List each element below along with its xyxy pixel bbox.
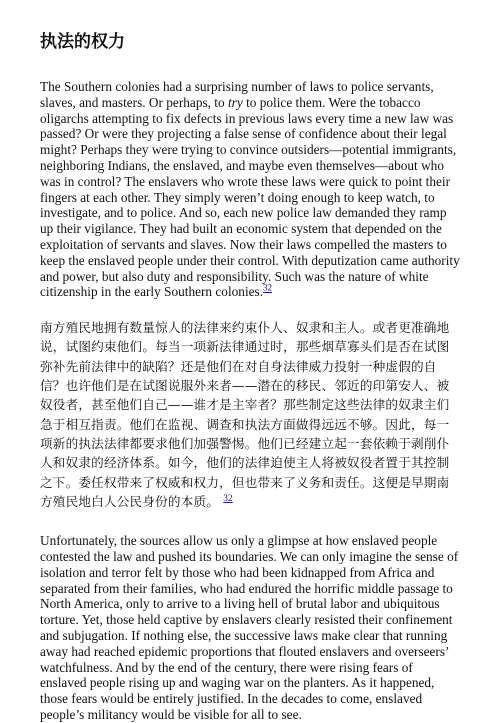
paragraph-1-text-a: The Southern colonies had a surprising number of laws to police servants, slaves, and masters. Or perhaps, to <box>40 79 434 110</box>
paragraph-2-text: 南方殖民地拥有数量惊人的法律来约束仆人、奴隶和主人。或者更准确地说，试图约束他们。每当一项新法律通过时，那些烟草寡头们是否在试图弥补先前法律中的缺陷？还是他们在对自身法律威力投射一种虚假的自信？也许他们是在试图说服外来者——潜在的移民、邻近的印第安人、被奴役者，甚至他们自己——谁才是主宰者？那些制定这些法律的奴隶主们急于相互指责。他们在监视、调查和执法方面做得远远不够。因此，每一项新的执法法律都要求他们加强警惕。他们已经建立起一套依赖于剥削仆人和奴隶的经济体系。如今，他们的法律迫使主人将被奴役者置于其控制之下。委任权带来了权威和权力，但也带来了义务和责任。这便是早期南方殖民地白人公民身份的本质。 <box>40 320 450 509</box>
paragraph-1-text-b: to police them. Were the tobacco oligarchs attempting to fix defects in previous laws every time a new law was passed? Or were they projecting a false sense of confidence about their legal might? Perhaps they were trying to convince outsiders—potential immigrants, neighboring Indians, the enslaved, and maybe even themselves—about who was in control? The enslavers who wrote these laws were quick to point their fingers at each other. They simply weren’t doing enough to keep watch, to investigate, and to police. And so, each new police law demanded they ramp up their vigilance. They had built an economic system that depended on the exploitation of servants and slaves. Now their laws compelled the masters to keep the enslaved people under their control. With deputization came authority and power, but also duty and responsibility. Such was the nature of white citizenship in the early Southern colonies. <box>40 94 460 300</box>
paragraph-english-2: Unfortunately, the sources allow us only a glimpse at how enslaved people contested the law and pushed its boundaries. We can only imagine the sense of isolation and terror felt by those who had been kidnapped from Africa and separated from their families, who had endured the horrific middle passage to North America, only to arrive to a living hell of brutal labor and ubiquitous torture. Yet, those held captive by enslavers clearly resisted their confinement and subjugation. If nothing else, the successive laws make clear that running away had reached epidemic proportions that flouted enslavers and overseers’ watchfulness. And by the end of the century, there were rising fears of enslaved people rising up and waging war on the planters. As it happened, those fears would be entirely justified. In the decades to come, enslaved people’s militancy would be visible for all to see. <box>40 533 459 722</box>
paragraph-chinese-1 <box>40 318 460 511</box>
section-heading: 执法的权力 <box>40 32 125 52</box>
footnote-link-1[interactable]: 32 <box>263 282 273 293</box>
paragraph-1-italic-word: try <box>227 94 243 110</box>
footnote-link-2[interactable]: 32 <box>223 492 233 503</box>
paragraph-english-1 <box>40 79 460 300</box>
